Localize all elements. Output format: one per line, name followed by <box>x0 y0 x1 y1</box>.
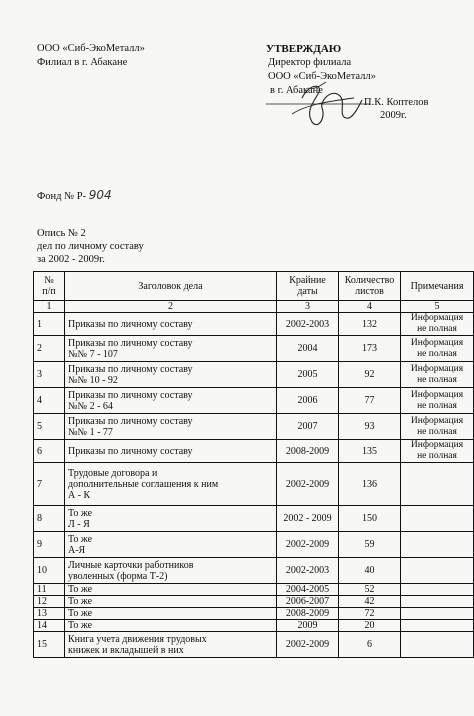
row-sheet-count: 42 <box>339 596 401 608</box>
row-title: Приказы по личному составу №№ 2 - 64 <box>65 388 277 414</box>
row-dates: 2002-2009 <box>277 532 339 558</box>
fond-line <box>37 189 112 203</box>
row-title: Трудовые договора и дополнительные соглашения к ним А - К <box>65 463 277 506</box>
row-dates: 2006-2007 <box>277 596 339 608</box>
row-note <box>401 620 474 632</box>
signer-name: П.К. Коптелов <box>364 97 429 108</box>
row-title: Личные карточки работников уволенных (форма Т-2) <box>65 558 277 584</box>
row-number: 11 <box>34 584 65 596</box>
inventory-subtitle: дел по личному составу <box>37 241 144 252</box>
approval-city: в г. Абакане <box>270 85 323 96</box>
row-dates: 2002 - 2009 <box>277 506 339 532</box>
row-dates: 2009 <box>277 620 339 632</box>
row-title: Приказы по личному составу №№ 7 - 107 <box>65 336 277 362</box>
column-number: 1 <box>34 301 65 313</box>
row-dates: 2002-2009 <box>277 632 339 658</box>
row-note: Информация не полная <box>401 362 474 388</box>
table-row <box>34 620 474 632</box>
row-dates: 2006 <box>277 388 339 414</box>
row-sheet-count: 92 <box>339 362 401 388</box>
row-note: Информация не полная <box>401 313 474 336</box>
row-note <box>401 632 474 658</box>
row-number: 4 <box>34 388 65 414</box>
row-dates: 2004 <box>277 336 339 362</box>
row-number: 7 <box>34 463 65 506</box>
row-sheet-count: 136 <box>339 463 401 506</box>
row-sheet-count: 93 <box>339 414 401 440</box>
approval-organization: ООО «Сиб-ЭкоМеталл» <box>268 71 376 82</box>
row-sheet-count: 52 <box>339 584 401 596</box>
row-number: 5 <box>34 414 65 440</box>
row-number: 2 <box>34 336 65 362</box>
row-dates: 2005 <box>277 362 339 388</box>
row-number: 9 <box>34 532 65 558</box>
column-number: 2 <box>65 301 277 313</box>
fond-label: Фонд № Р- <box>37 191 87 202</box>
row-title: Книга учета движения трудовых книжек и вкладышей в них <box>65 632 277 658</box>
row-note <box>401 532 474 558</box>
header-dates: Крайние даты <box>277 272 339 301</box>
row-note <box>401 596 474 608</box>
organization-name: ООО «Сиб-ЭкоМеталл» <box>37 43 145 54</box>
row-note <box>401 506 474 532</box>
table-row <box>34 532 474 558</box>
row-title: То же <box>65 596 277 608</box>
row-sheet-count: 132 <box>339 313 401 336</box>
table-row <box>34 388 474 414</box>
row-note <box>401 463 474 506</box>
signature-image <box>262 78 374 136</box>
row-dates: 2008-2009 <box>277 440 339 463</box>
table-header-row <box>34 272 474 301</box>
table-row <box>34 362 474 388</box>
row-sheet-count: 135 <box>339 440 401 463</box>
row-number: 3 <box>34 362 65 388</box>
row-note <box>401 558 474 584</box>
table-row <box>34 336 474 362</box>
row-title: Приказы по личному составу №№ 10 - 92 <box>65 362 277 388</box>
row-number: 1 <box>34 313 65 336</box>
row-title: Приказы по личному составу <box>65 313 277 336</box>
row-note <box>401 608 474 620</box>
table-row <box>34 632 474 658</box>
row-sheet-count: 20 <box>339 620 401 632</box>
row-sheet-count: 6 <box>339 632 401 658</box>
row-note <box>401 584 474 596</box>
row-number: 14 <box>34 620 65 632</box>
row-sheet-count: 59 <box>339 532 401 558</box>
column-number: 3 <box>277 301 339 313</box>
table-row <box>34 313 474 336</box>
row-title: То же Л - Я <box>65 506 277 532</box>
row-note: Информация не полная <box>401 440 474 463</box>
approval-title: УТВЕРЖДАЮ <box>266 43 342 55</box>
header-count: Количество листов <box>339 272 401 301</box>
header-title: Заголовок дела <box>65 272 277 301</box>
row-dates: 2004-2005 <box>277 584 339 596</box>
column-number-row <box>34 301 474 313</box>
table-row <box>34 414 474 440</box>
inventory-table <box>33 271 474 658</box>
row-note: Информация не полная <box>401 414 474 440</box>
row-sheet-count: 150 <box>339 506 401 532</box>
row-number: 15 <box>34 632 65 658</box>
row-sheet-count: 173 <box>339 336 401 362</box>
row-dates: 2008-2009 <box>277 608 339 620</box>
fond-number: 904 <box>88 188 112 202</box>
row-number: 8 <box>34 506 65 532</box>
header-num: № п/п <box>34 272 65 301</box>
approval-position: Директор филиала <box>268 57 352 68</box>
row-number: 12 <box>34 596 65 608</box>
row-number: 13 <box>34 608 65 620</box>
table-row <box>34 584 474 596</box>
inventory-period: за 2002 - 2009г. <box>37 254 105 265</box>
inventory-title: Опись № 2 <box>37 228 86 239</box>
row-title: То же <box>65 620 277 632</box>
row-number: 6 <box>34 440 65 463</box>
row-dates: 2002-2003 <box>277 313 339 336</box>
row-dates: 2007 <box>277 414 339 440</box>
row-note: Информация не полная <box>401 388 474 414</box>
column-number: 5 <box>401 301 474 313</box>
column-number: 4 <box>339 301 401 313</box>
row-title: То же <box>65 584 277 596</box>
row-dates: 2002-2003 <box>277 558 339 584</box>
row-title: То же <box>65 608 277 620</box>
row-title: То же А-Я <box>65 532 277 558</box>
table-row <box>34 558 474 584</box>
row-dates: 2002-2009 <box>277 463 339 506</box>
table-row <box>34 596 474 608</box>
table-row <box>34 506 474 532</box>
row-title: Приказы по личному составу <box>65 440 277 463</box>
row-sheet-count: 77 <box>339 388 401 414</box>
row-title: Приказы по личному составу №№ 1 - 77 <box>65 414 277 440</box>
branch-name: Филиал в г. Абакане <box>37 57 128 68</box>
approval-year: 2009г. <box>380 110 407 121</box>
row-sheet-count: 40 <box>339 558 401 584</box>
table-row <box>34 440 474 463</box>
table-row <box>34 608 474 620</box>
row-note: Информация не полная <box>401 336 474 362</box>
row-sheet-count: 72 <box>339 608 401 620</box>
table-row <box>34 463 474 506</box>
header-note: Примечания <box>401 272 474 301</box>
row-number: 10 <box>34 558 65 584</box>
